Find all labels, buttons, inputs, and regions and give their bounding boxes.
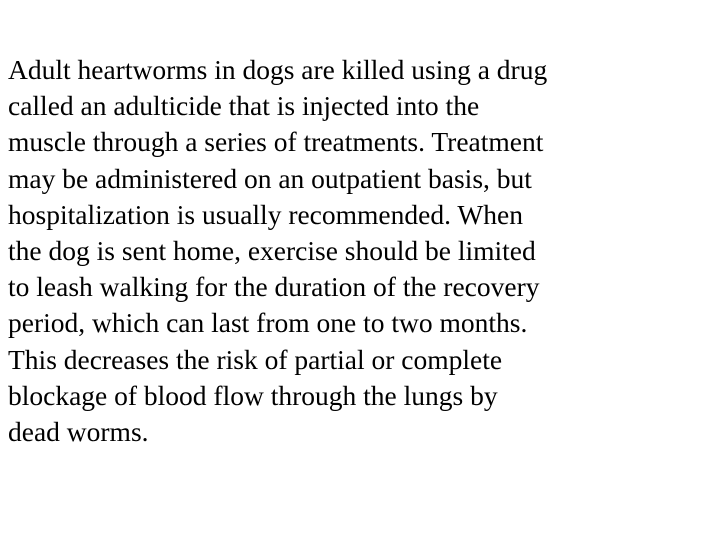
text-line: This decreases the risk of partial or complete bbox=[8, 343, 503, 375]
text-line: the dog is sent home, exercise should be limited bbox=[8, 235, 536, 267]
text-line: to leash walking for the duration of the recovery bbox=[8, 271, 540, 303]
text-line: may be administered on an outpatient basis, but bbox=[8, 162, 532, 194]
text-line: period, which can last from one to two months. bbox=[8, 307, 528, 339]
text-line: called an adulticide that is injected into the bbox=[8, 90, 480, 122]
text-line: blockage of blood flow through the lungs by bbox=[8, 379, 498, 411]
text-line: muscle through a series of treatments. Treatment bbox=[8, 126, 544, 158]
text-line: dead worms. bbox=[8, 416, 149, 448]
text-line: Adult heartworms in dogs are killed using a drug bbox=[8, 54, 548, 85]
text-line: hospitalization is usually recommended. When bbox=[8, 198, 523, 230]
body-paragraph bbox=[8, 52, 723, 450]
